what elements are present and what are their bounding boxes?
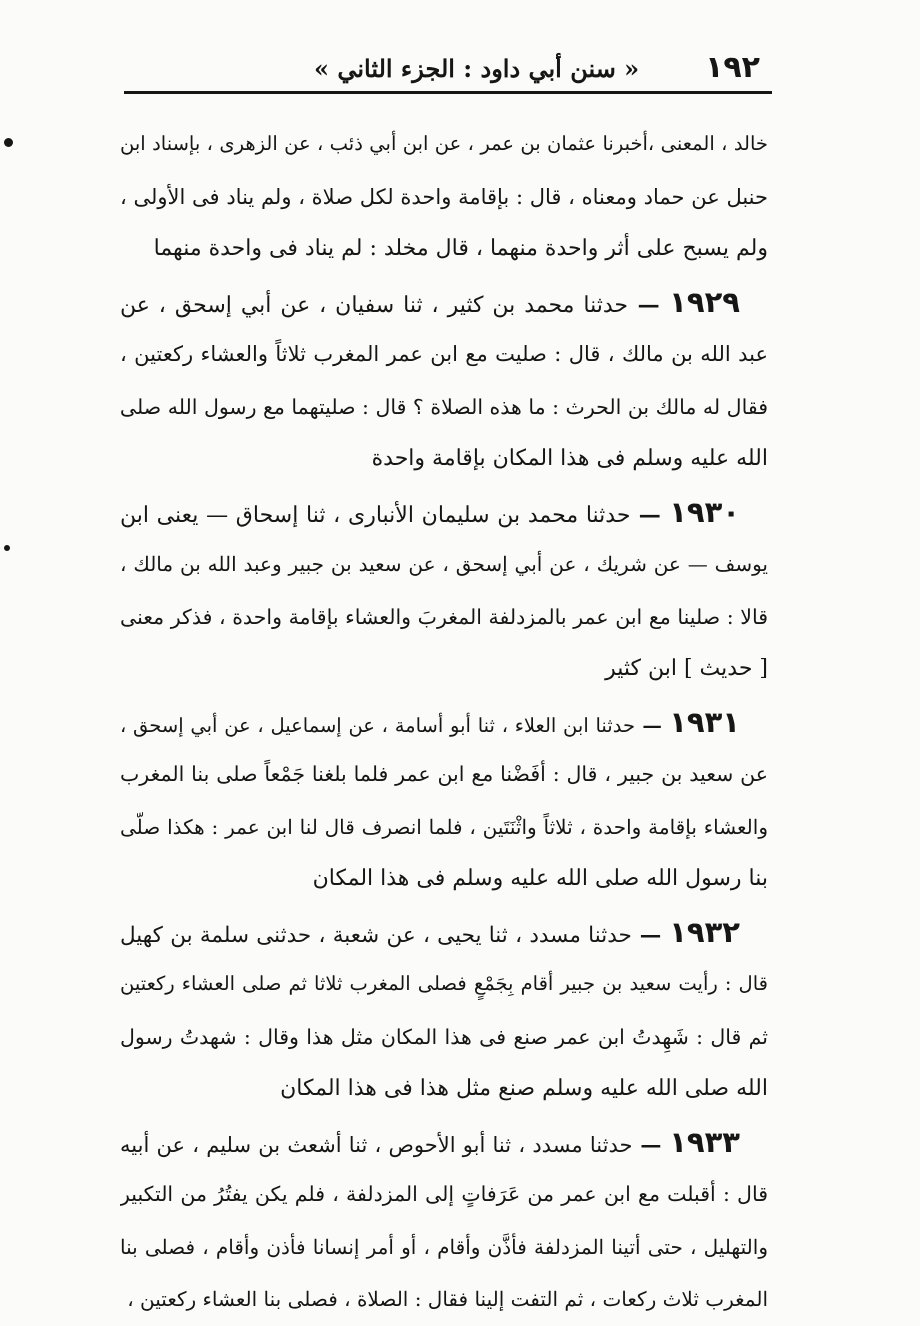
hadith-paragraph xyxy=(120,486,768,696)
line-text: والعشاء بإقامة واحدة ، ثلاثاً واثْنَتَين ، فلما انصرف قال لنا ابن عمر : هكذا صلّى xyxy=(120,814,768,839)
dash: — xyxy=(630,501,670,528)
text-line xyxy=(120,538,768,591)
page-number: ١٩٢ xyxy=(705,50,760,85)
text-line xyxy=(120,1011,768,1064)
line-text: حدثنا مسدد ، ثنا يحيى ، عن شعبة ، حدثنى سلمة بن كهيل xyxy=(120,922,632,948)
text-line xyxy=(120,223,768,276)
line-text: فقال له مالك بن الحرث : ما هذه الصلاة ؟ قال : صليتهما مع رسول الله صلى xyxy=(120,394,768,419)
line-text: قال : أقبلت مع ابن عمر من عَرَفاتٍ إلى المزدلفة ، فلم يكن يفتُرُ من التكبير xyxy=(120,1182,768,1206)
text-line xyxy=(120,958,768,1011)
text-line xyxy=(120,1221,768,1274)
hadith-paragraph xyxy=(120,1116,768,1326)
text-line xyxy=(120,486,768,539)
line-text: بنا رسول الله صلى الله عليه وسلم فى هذا المكان xyxy=(312,866,768,891)
paragraph xyxy=(120,118,768,276)
text-body xyxy=(120,118,768,1326)
dash: — xyxy=(631,922,670,948)
text-line xyxy=(120,643,768,696)
text-line xyxy=(120,801,768,854)
hadith-number: ١٩٣٠ xyxy=(669,494,740,529)
hadith-number: ١٩٣٢ xyxy=(669,914,740,949)
hadith-number: ١٩٢٩ xyxy=(669,284,740,319)
text-line xyxy=(120,1116,768,1169)
dash: — xyxy=(627,291,670,318)
line-text: ثم قال : شَهِدتُ ابن عمر صنع فى هذا المكان مثل هذا وقال : شهدتُ رسول xyxy=(120,1024,768,1049)
line-text: [ حديث ] ابن كثير xyxy=(605,656,768,681)
text-line xyxy=(120,171,768,224)
line-text: ولم يسبح على أثر واحدة منهما ، قال مخلد : لم يناد فى واحدة منهما xyxy=(153,236,768,261)
line-text: حدثنا محمد بن سليمان الأنبارى ، ثنا إسحاق — يعنى ابن xyxy=(120,502,631,528)
line-text: الله صلى الله عليه وسلم صنع مثل هذا فى هذا المكان xyxy=(280,1076,768,1101)
line-text: يوسف — عن شريك ، عن أبي إسحق ، عن سعيد بن جبير وعبد الله بن مالك ، xyxy=(120,552,768,576)
text-line xyxy=(120,381,768,434)
margin-mark xyxy=(4,545,10,551)
page-header xyxy=(124,40,772,90)
hadith-paragraph xyxy=(120,276,768,486)
text-line xyxy=(120,276,768,329)
text-line xyxy=(120,118,768,171)
hadith-paragraph xyxy=(120,696,768,906)
line-text: عن سعيد بن جبير ، قال : أفَضْنا مع ابن عمر فلما بلغنا جَمْعاً صلى بنا المغرب xyxy=(120,762,768,786)
dash: — xyxy=(632,1131,670,1157)
text-line xyxy=(120,748,768,801)
text-line xyxy=(120,853,768,906)
running-title: « سنن أبي داود : الجزء الثاني » xyxy=(314,54,640,83)
line-text: حدثنا ابن العلاء ، ثنا أبو أسامة ، عن إسماعيل ، عن أبي إسحق ، xyxy=(120,713,636,737)
line-text: خالد ، المعنى ،أخبرنا عثمان بن عمر ، عن ابن أبي ذئب ، عن الزهرى ، بإسناد ابن xyxy=(120,132,768,155)
hadith-number: ١٩٣١ xyxy=(669,704,741,739)
line-text: قال : رأيت سعيد بن جبير أقام بِجَمْعٍ فصلى المغرب ثلاثا ثم صلى العشاء ركعتين xyxy=(120,972,768,995)
header-rule xyxy=(124,91,772,94)
line-text: حنبل عن حماد ومعناه ، قال : بإقامة واحدة لكل صلاة ، ولم يناد فى الأولى ، xyxy=(120,184,768,209)
line-text: الله عليه وسلم فى هذا المكان بإقامة واحدة xyxy=(371,446,768,471)
line-text: والتهليل ، حتى أتينا المزدلفة فأذَّن وأقام ، أو أمر إنسانا فأذن وأقام ، فصلى بنا xyxy=(120,1234,768,1259)
hadith-number: ١٩٣٣ xyxy=(669,1124,741,1159)
text-line xyxy=(120,1273,768,1326)
line-text: حدثنا مسدد ، ثنا أبو الأحوص ، ثنا أشعث بن سليم ، عن أبيه xyxy=(120,1132,633,1157)
text-line xyxy=(120,1168,768,1221)
dash: — xyxy=(635,713,670,737)
text-line xyxy=(120,433,768,486)
hadith-paragraph xyxy=(120,906,768,1116)
text-line xyxy=(120,696,768,749)
line-text: عبد الله بن مالك ، قال : صليت مع ابن عمر المغرب ثلاثاً والعشاء ركعتين ، xyxy=(120,342,768,366)
line-text: حدثنا محمد بن كثير ، ثنا سفيان ، عن أبي إسحق ، عن xyxy=(120,292,628,318)
text-line xyxy=(120,1063,768,1116)
text-line xyxy=(120,591,768,644)
line-text: المغرب ثلاث ركعات ، ثم التفت إلينا فقال : الصلاة ، فصلى بنا العشاء ركعتين ، xyxy=(127,1287,768,1311)
text-line xyxy=(120,906,768,959)
margin-mark xyxy=(4,138,13,147)
line-text: قالا : صلينا مع ابن عمر بالمزدلفة المغربَ والعشاء بإقامة واحدة ، فذكر معنى xyxy=(120,604,768,629)
text-line xyxy=(120,328,768,381)
